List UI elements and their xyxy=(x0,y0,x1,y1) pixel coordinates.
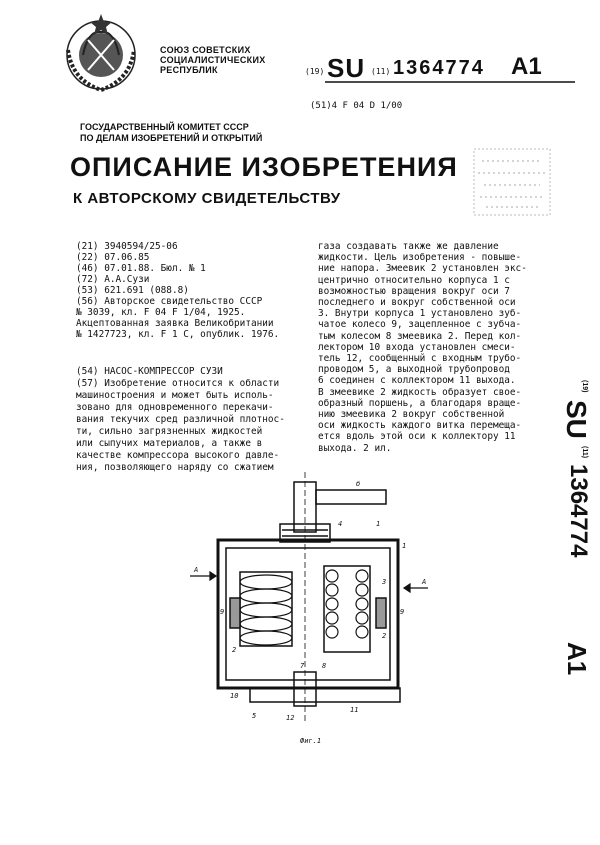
drawing-label: 2 xyxy=(232,646,237,654)
drawing-label: б xyxy=(356,480,361,488)
abstract-line: 3. Внутри корпуса 1 установлено зуб- xyxy=(318,308,522,320)
abstract-line: ние напора. Змеевик 2 установлен экс- xyxy=(318,263,527,275)
abstract-line: ния, позволяющего наряду со сжатием xyxy=(76,462,274,473)
abstract-line: образный поршень, а благодаря враще- xyxy=(318,397,522,409)
country-name xyxy=(160,45,266,75)
abstract-line: лектором 10 входа установлен смеси- xyxy=(318,341,516,353)
biblio-line: № 3039, кл. F 04 F 1/04, 1925. xyxy=(76,307,246,318)
drawing-label: А xyxy=(422,578,427,586)
drawing-label: 1 xyxy=(376,520,381,528)
biblio-line: Акцептованная заявка Великобритании xyxy=(76,318,274,329)
figure-caption: Фиг.1 xyxy=(300,737,322,745)
drawing-label: 7 xyxy=(300,662,305,670)
kind-code: A1 xyxy=(511,53,542,80)
side-country: SU xyxy=(561,400,592,439)
abstract-line: возможностью вращения вокруг оси 7 xyxy=(318,285,510,297)
ipc-class: (51)4 F 04 D 1/00 xyxy=(310,101,403,111)
committee-line: ПО ДЕЛАМ ИЗОБРЕТЕНИЙ И ОТКРЫТИЙ xyxy=(80,133,263,143)
drawing-label: 11 xyxy=(350,706,359,714)
patent-number: 1364774 xyxy=(393,57,485,79)
biblio-line: (53) 621.691 (088.8) xyxy=(76,285,189,296)
abstract-line: нию змеевика 2 вокруг собственной xyxy=(318,409,505,421)
side-code-11: (11) xyxy=(581,446,588,459)
abstract-line: ти, сильно загрязненных жидкостей xyxy=(76,426,263,437)
abstract-line: выхода. 2 ил. xyxy=(318,442,392,454)
abstract-line: газа создавать также же давление xyxy=(318,241,499,252)
state-emblem xyxy=(58,10,144,96)
document-number-block xyxy=(305,55,575,85)
code-11: (11) xyxy=(371,67,391,76)
code-19: (19) xyxy=(305,67,325,76)
biblio-line: (56) Авторское свидетельство СССР xyxy=(76,296,263,307)
abstract-line: жидкости. Цель изобретения - повыше- xyxy=(318,252,522,264)
biblio-line: № 1427723, кл. F 1 С, опублик. 1976. xyxy=(76,329,280,340)
abstract-line: качестве компрессора высокого давле- xyxy=(76,450,280,461)
abstract-line: (54) НАСОС-КОМПРЕССОР СУЗИ xyxy=(76,366,223,377)
drawing-label: 9 xyxy=(400,608,405,616)
side-kind: A1 xyxy=(562,642,592,676)
drawing-label: 10 xyxy=(230,692,239,700)
biblio-line: (21) 3940594/25-06 xyxy=(76,241,178,252)
abstract-line: проводом 5, а выходной трубопровод xyxy=(318,364,510,376)
abstract-line: 6 соединен с коллектором 11 выхода. xyxy=(318,375,516,387)
abstract-line: последнего и вокруг собственной оси xyxy=(318,297,516,309)
figure-drawing xyxy=(190,472,430,732)
abstract-line: машиностроения и может быть исполь- xyxy=(76,390,274,401)
drawing-label: 1 xyxy=(402,542,407,550)
abstract-line: (57) Изобретение относится к области xyxy=(76,378,280,389)
document-title: ОПИСАНИЕ ИЗОБРЕТЕНИЯ xyxy=(70,152,458,182)
abstract-line: или сыпучих материалов, а также в xyxy=(76,438,263,449)
abstract-line: центрично относительно корпуса 1 с xyxy=(318,274,510,286)
drawing-label: 12 xyxy=(286,714,295,722)
org-line: СОЦИАЛИСТИЧЕСКИХ xyxy=(160,55,266,65)
document-subtitle: К АВТОРСКОМУ СВИДЕТЕЛЬСТВУ xyxy=(73,190,341,207)
side-number: 1364774 xyxy=(565,464,592,558)
country-code: SU xyxy=(327,53,366,83)
drawing-label: 5 xyxy=(252,712,257,720)
org-line: СОЮЗ СОВЕТСКИХ xyxy=(160,45,251,55)
committee xyxy=(80,122,262,144)
committee-line: ГОСУДАРСТВЕННЫЙ КОМИТЕТ СССР xyxy=(80,122,249,132)
underline xyxy=(325,81,575,85)
side-patent-number xyxy=(548,380,598,690)
drawing-label: 4 xyxy=(338,520,343,528)
biblio-line: (22) 07.06.85 xyxy=(76,252,150,263)
library-stamp xyxy=(472,147,552,217)
abstract-line: ется вдоль этой оси к коллектору 11 xyxy=(318,431,516,443)
abstract-line: В змеевике 2 жидкость образует свое- xyxy=(318,386,522,398)
biblio-line: (72) А.А.Сузи xyxy=(76,274,150,285)
drawing-label: А xyxy=(194,566,199,574)
abstract-line: оси жидкость каждого витка перемеща- xyxy=(318,420,522,432)
org-line: РЕСПУБЛИК xyxy=(160,65,218,75)
drawing-label: 9 xyxy=(220,608,225,616)
side-code-19: (19) xyxy=(581,380,588,393)
abstract-right-column xyxy=(318,241,553,454)
drawing-label: 2 xyxy=(382,632,387,640)
abstract-line: тым колесом 8 змеевика 2. Перед кол- xyxy=(318,330,522,342)
abstract-left-column xyxy=(76,366,312,474)
drawing-label: 8 xyxy=(322,662,327,670)
abstract-line: чатое колесо 9, зацепленное с зубча- xyxy=(318,319,522,331)
drawing-label: 3 xyxy=(382,578,387,586)
abstract-line: зовано для одновременного перекачи- xyxy=(76,402,274,413)
bibliographic-data xyxy=(76,241,312,340)
abstract-line: тель 12, сообщенный с входным трубо- xyxy=(318,353,522,365)
abstract-line: вания текучих сред различной плотнос- xyxy=(76,414,285,425)
biblio-line: (46) 07.01.88. Бюл. № 1 xyxy=(76,263,206,274)
